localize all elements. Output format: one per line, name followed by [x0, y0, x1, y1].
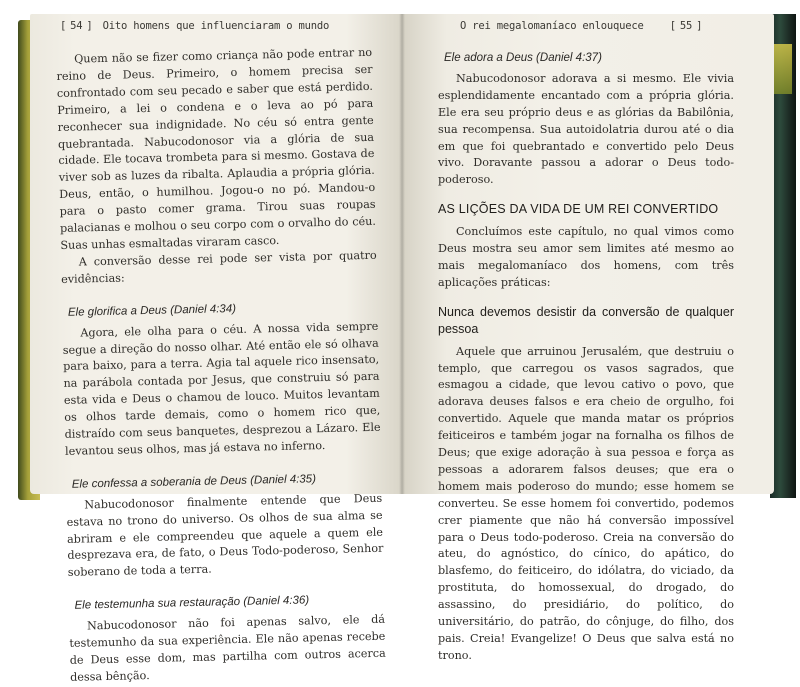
subheading-adora: Ele adora a Deus (Daniel 4:37) [444, 52, 602, 64]
right-running-title: O rei megalomaníaco enlouquece [460, 20, 644, 32]
cover-stripe [774, 44, 792, 94]
subheading-glorifica: Ele glorifica a Deus (Daniel 4:34) [67, 302, 237, 319]
paragraph-confessa: Nabucodonosor finalmente entende que Deus estava no trono do universo. Os olhos de sua alma se abriram e ele compreendeu que aquele a quem ele desprezava era, de fato, o Deus Todo-poderoso, Senhor soberano de toda a terra. [66, 491, 384, 580]
paragraph-glorifica: Agora, ele olha para o céu. A nossa vida sempre segue a direção do nosso olhar. Até então ele só olhava para baixo, para a terra. Agia tal aquele rico insensato, na parábola contada por Jesus, que construiu só para esta vida e Deus o chamou de louco. Muitos levantam os olhos tarde demais, como o homem rico que, distraído com seus banquetes, desprezou a Lázaro. Ele levantou seus olhos, mas já estava no inferno. [62, 319, 381, 458]
subheading-testemunha: Ele testemunha sua restauração (Daniel 4:36) [74, 594, 310, 613]
paragraph-adora: Nabucodonosor adorava a si mesmo. Ele vivia esplendidamente encantado com a própria glória. Ele era seu próprio deus e as glórias da Babilônia, sua recompensa. Sua autoidolatria durou até o dia em que foi quebrantado e convertido pelo Deus vivo. Doravante passou a adorar o Deus todo-poderoso. [438, 71, 734, 187]
subheading-nunca-desistir: Nunca devemos desistir da conversão de qualquer pessoa [438, 304, 734, 336]
left-running-head: [ 54 ] Oito homens que influenciaram o mundo [60, 20, 330, 32]
evidences-intro: A conversão desse rei pode ser vista por quatro evidências: [61, 248, 377, 286]
right-body [438, 50, 734, 665]
section-title-licoes: AS LIÇÕES DA VIDA DE UM REI CONVERTIDO [438, 202, 719, 217]
paragraph-nunca-desistir: Aquele que arruinou Jerusalém, que destruiu o templo, que carregou os vasos sagrados, que esmagou a cidade, que levou cativo o povo, que adorava deuses falsos e era cheio de orgulho, foi convertido. Aquele que manda matar os próprios feiticeiros e também jogar na fornalha os filhos de Deus; que exige adoração à sua pessoa e força as pessoas a adorarem falsos deuses; que era o homem mais poderoso do mundo; esse homem se converteu. Se esse homem foi convertido, podemos crer piamente que não há conversão impossível para o Deus todo-poderoso. Creia na conversão do ateu, do agnóstico, do cínico, do apático, do blasfemo, do feiticeiro, do idólatra, do viciado, da prostituta, do homossexual, do drogado, do assassino, do presidiário, do político, do universitário, do patrão, do cônjuge, do filho, dos pais. Creia! Evangelize! O Deus que salva está no trono. [438, 344, 734, 662]
intro-paragraph: Quem não se fizer como criança não pode entrar no reino de Deus. Primeiro, o homem precisa ser confrontado com seu pecado e saber que está perdido. Primeiro, a lei o condena e o leva ao pó para reconhecer sua indignidade. No céu só entra gente quebrantada. Nabucodonosor via a glória de sua cidade. Ele tocava trombeta para si mesmo. Gostava de viver sob as luzes da ribalta. Aplaudia a própria glória. Deus, então, o humilhou. Jogou-o no pó. Mandou-o para o pasto comer grama. Tirou suas roupas palacianas e molhou o seu corpo com o orvalho do céu. Suas unhas esmaltadas viraram casco. [56, 45, 377, 252]
right-page-number: 55 [679, 20, 693, 32]
paragraph-testemunha: Nabucodonosor não foi apenas salvo, ele dá testemunho da sua experiência. Ele não apenas recebe de Deus esse dom, mas partilha com outros acerca dessa bênção. [69, 612, 386, 684]
book-gutter [399, 14, 405, 494]
subheading-confessa: Ele confessa a soberania de Deus (Daniel 4:35) [71, 473, 317, 491]
right-running-head: O rei megalomaníaco enlouquece [ 55 ] [460, 20, 703, 32]
left-running-title: Oito homens que influenciaram o mundo [102, 20, 330, 32]
left-body [56, 45, 386, 687]
left-page-number: 54 [70, 20, 83, 32]
paragraph-licoes: Concluímos este capítulo, no qual vimos como Deus mostra seu amor sem limites até mesmo ao mais megalomaníaco dos homens, com três aplicações práticas: [438, 225, 734, 289]
